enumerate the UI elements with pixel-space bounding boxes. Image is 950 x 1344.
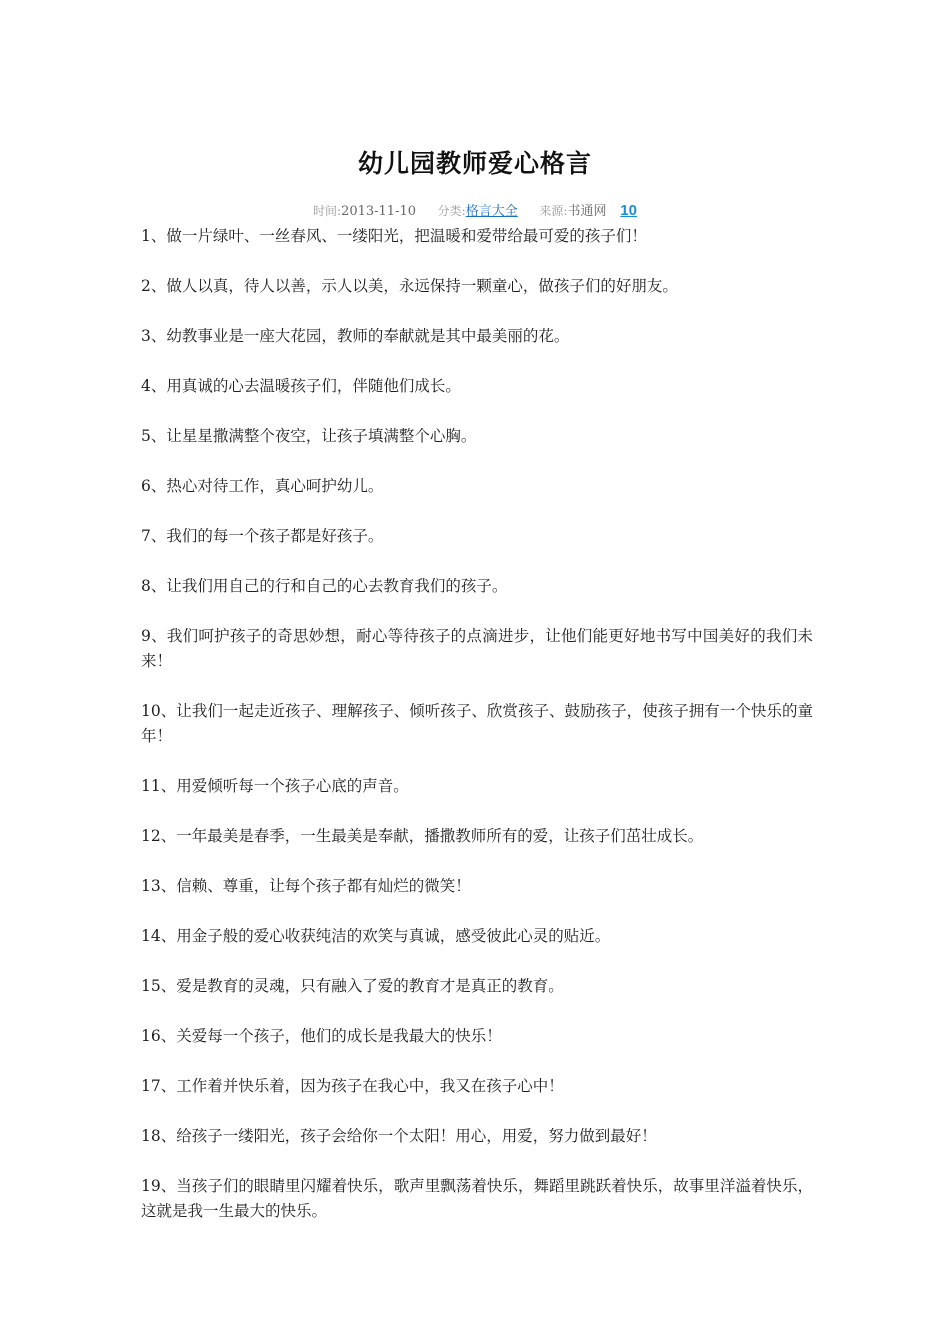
view-count-link[interactable]: 10 bbox=[620, 202, 637, 219]
quote-item: 18、给孩子一缕阳光，孩子会给你一个太阳！用心，用爱，努力做到最好！ bbox=[141, 1127, 657, 1145]
category-link[interactable]: 格言大全 bbox=[465, 204, 518, 219]
quote-item: 2、做人以真，待人以善，示人以美，永远保持一颗童心，做孩子们的好朋友。 bbox=[141, 277, 678, 295]
time-value: 2013-11-10 bbox=[341, 204, 417, 219]
page-title: 幼儿园教师爱心格言 bbox=[357, 149, 592, 178]
quote-item: 16、关爱每一个孩子，他们的成长是我最大的快乐！ bbox=[141, 1027, 502, 1045]
article-meta bbox=[0, 200, 950, 219]
quote-item: 8、让我们用自己的行和自己的心去教育我们的孩子。 bbox=[141, 577, 508, 595]
quote-item: 11、用爱倾听每一个孩子心底的声音。 bbox=[141, 777, 409, 795]
quote-item: 1、做一片绿叶、一丝春风、一缕阳光，把温暖和爱带给最可爱的孩子们！ bbox=[141, 227, 647, 245]
quote-item: 15、爱是教育的灵魂，只有融入了爱的教育才是真正的教育。 bbox=[141, 977, 564, 995]
quote-item: 7、我们的每一个孩子都是好孩子。 bbox=[141, 527, 384, 545]
category-label: 分类: bbox=[437, 204, 466, 218]
quote-list bbox=[141, 224, 813, 1249]
source-value: 书通网 bbox=[567, 204, 607, 219]
quote-item: 17、工作着并快乐着，因为孩子在我心中，我又在孩子心中！ bbox=[141, 1077, 564, 1095]
time-label: 时间: bbox=[313, 204, 342, 218]
quote-item: 9、我们呵护孩子的奇思妙想，耐心等待孩子的点滴进步，让他们能更好地书写中国美好的我们未来！ bbox=[141, 627, 813, 670]
quote-item: 3、幼教事业是一座大花园，教师的奉献就是其中最美丽的花。 bbox=[141, 327, 570, 345]
quote-item: 13、信赖、尊重，让每个孩子都有灿烂的微笑！ bbox=[141, 877, 471, 895]
source-label: 来源: bbox=[539, 204, 568, 218]
quote-item: 4、用真诚的心去温暖孩子们，伴随他们成长。 bbox=[141, 377, 461, 395]
quote-item: 19、当孩子们的眼睛里闪耀着快乐，歌声里飘荡着快乐，舞蹈里跳跃着快乐，故事里洋溢着快乐，这就是我一生最大的快乐。 bbox=[141, 1177, 813, 1220]
quote-item: 14、用金子般的爱心收获纯洁的欢笑与真诚，感受彼此心灵的贴近。 bbox=[141, 927, 611, 945]
quote-item: 12、一年最美是春季，一生最美是奉献，播撒教师所有的爱，让孩子们茁壮成长。 bbox=[141, 827, 704, 845]
quote-item: 6、热心对待工作，真心呵护幼儿。 bbox=[141, 477, 384, 495]
quote-item: 5、让星星撒满整个夜空，让孩子填满整个心胸。 bbox=[141, 427, 477, 445]
quote-item: 10、让我们一起走近孩子、理解孩子、倾听孩子、欣赏孩子、鼓励孩子，使孩子拥有一个快乐的童年！ bbox=[141, 702, 813, 745]
